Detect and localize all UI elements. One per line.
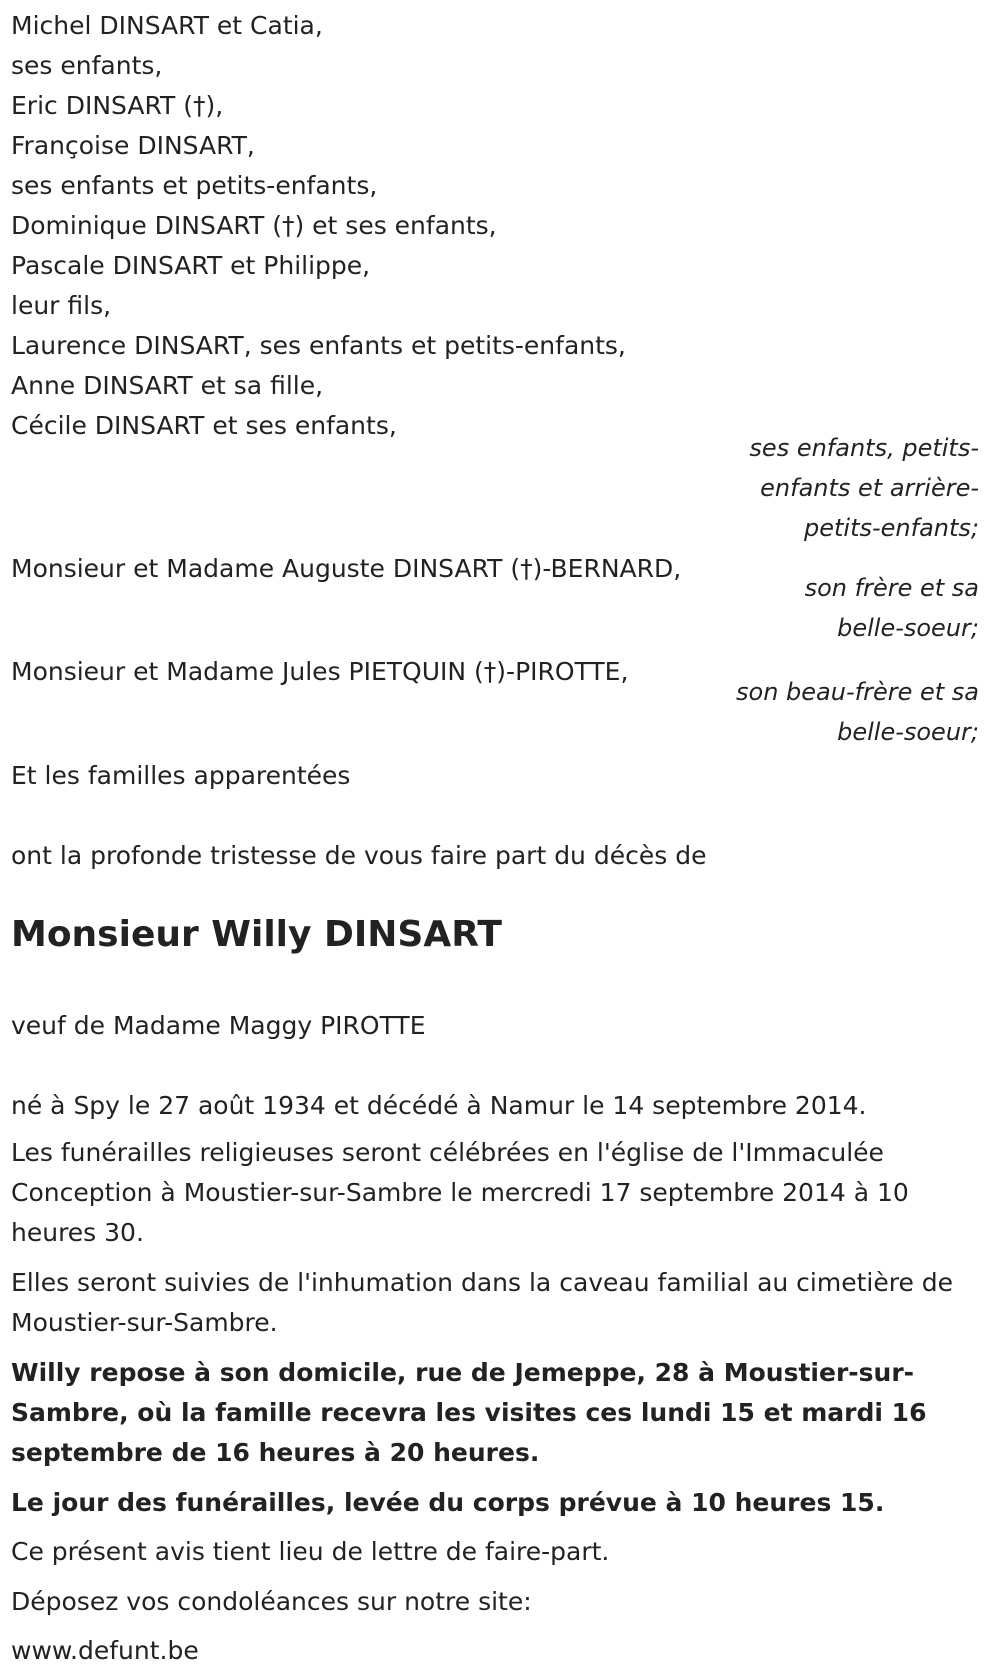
family-line: Dominique DINSART (†) et ses enfants, (11, 211, 497, 240)
condolences-line: Déposez vos condoléances sur notre site: (11, 1587, 532, 1616)
relation-line: belle-soeur; (837, 614, 979, 642)
family-line: leur fils, (11, 291, 112, 320)
notice-line: Ce présent avis tient lieu de lettre de faire-part. (11, 1537, 610, 1566)
announcement: ont la profonde tristesse de vous faire part du décès de (11, 841, 707, 870)
relative-name-bernard: Monsieur et Madame Auguste DINSART (†)-BERNARD, (11, 554, 682, 583)
family-line: Anne DINSART et sa fille, (11, 371, 324, 400)
relation-brother-in-law (736, 672, 979, 752)
birth-death: né à Spy le 27 août 1934 et décédé à Namur le 14 septembre 2014. (11, 1091, 867, 1120)
family-line: Michel DINSART et Catia, (11, 11, 323, 40)
family-line: Eric DINSART (†), (11, 91, 224, 120)
visit-details: Willy repose à son domicile, rue de Jemeppe, 28 à Moustier-sur-Sambre, où la famille recevra les visites ces lundi 15 et mardi 16 septembre de 16 heures à 20 heures. (11, 1358, 927, 1467)
relation-children (749, 428, 979, 548)
deceased-name: Monsieur Willy DINSART (11, 914, 502, 955)
family-line: ses enfants et petits-enfants, (11, 171, 378, 200)
family-line: Laurence DINSART, ses enfants et petits-enfants, (11, 331, 626, 360)
relation-line: enfants et arrière- (760, 474, 979, 502)
obituary-page (11, 0, 991, 1665)
relation-line: belle-soeur; (837, 718, 979, 746)
website-link[interactable]: www.defunt.be (11, 1636, 199, 1665)
family-line: Cécile DINSART et ses enfants, (11, 411, 397, 440)
relation-line: petits-enfants; (804, 514, 979, 542)
family-list (11, 6, 991, 446)
family-line: Françoise DINSART, (11, 131, 255, 160)
burial-details: Elles seront suivies de l'inhumation dans la caveau familial au cimetière de Moustier-sur-Sambre. (11, 1268, 954, 1337)
relation-line: son frère et sa (804, 574, 979, 602)
relation-line: son beau-frère et sa (736, 678, 979, 706)
levee-details: Le jour des funérailles, levée du corps prévue à 10 heures 15. (11, 1488, 885, 1517)
relation-line: ses enfants, petits- (749, 434, 979, 462)
widower-line: veuf de Madame Maggy PIROTTE (11, 1011, 426, 1040)
funeral-details: Les funérailles religieuses seront célébrées en l'église de l'Immaculée Conception à Moustier-sur-Sambre le mercredi 17 septembre 2014 à 10 heures 30. (11, 1138, 909, 1247)
relation-brother (805, 568, 979, 648)
relative-name-pirotte: Monsieur et Madame Jules PIETQUIN (†)-PIROTTE, (11, 657, 629, 686)
family-line: Pascale DINSART et Philippe, (11, 251, 371, 280)
families-line: Et les familles apparentées (11, 761, 351, 790)
family-line: ses enfants, (11, 51, 163, 80)
